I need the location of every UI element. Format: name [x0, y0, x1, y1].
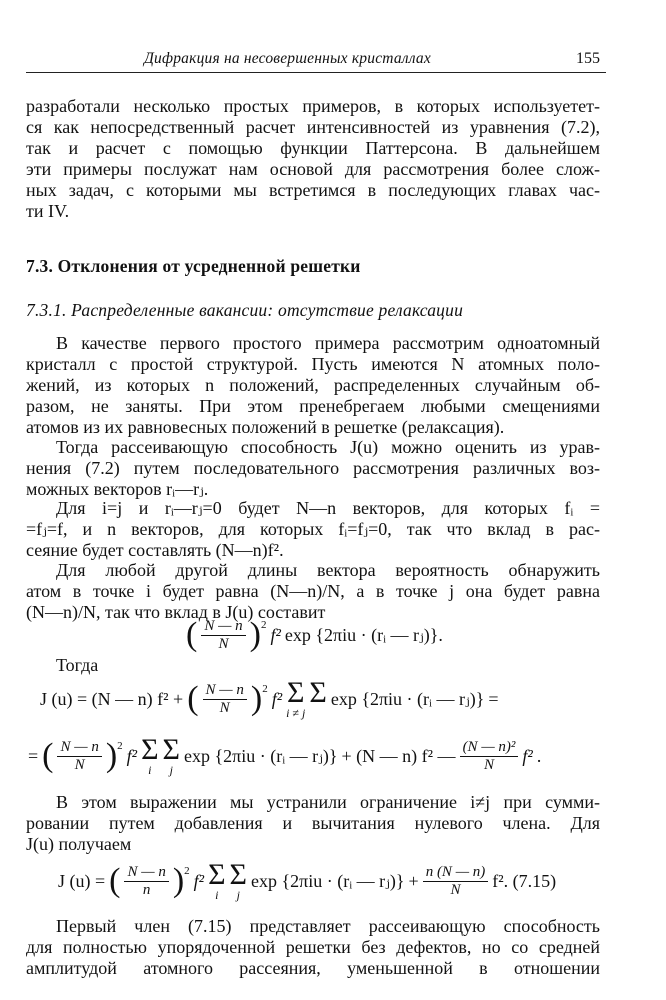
- para3-line-1: Для i=j и rᵢ—rⱼ=0 будет N—n векторов, для которых fᵢ =: [56, 498, 600, 518]
- intro-line-3: так и расчет с помощью функции Паттерсона. В дальнейшем: [26, 138, 600, 158]
- para6-line-1: Первый член (7.15) представляет рассеивающую способность: [56, 916, 600, 936]
- subsection-title: 7.3.1. Распределенные вакансии: отсутствие релаксации: [26, 300, 464, 320]
- para3-line-2: =fⱼ=f, и n векторов, для которых fᵢ=fⱼ=0, так что вклад в рас-: [26, 519, 600, 539]
- para4-line-3: (N—n)/N, так что вклад в J(u) составит: [26, 602, 326, 622]
- para5-line-2: ровании путем добавления и вычитания нулевого члена. Для: [26, 813, 600, 833]
- para5-line-3: J(u) получаем: [26, 834, 132, 854]
- formula-7-15: J (u) = ( $\frac{N — n}{n}$ ) $^2$ f² Σ i Σ j exp {2πiu · (rᵢ — rⱼ)} + $\frac{n (N — n)}{N}$ f². (7.15): [58, 858, 557, 902]
- para1-line-3: жений, из которых n положений, распределенных случайным об-: [26, 375, 600, 395]
- para4-line-1: Для любой другой длины вектора вероятность обнаружить: [56, 560, 600, 580]
- para1-line-5: атомов из их равновесных положений в решетке (релаксация).: [26, 417, 505, 437]
- togda-label: Тогда: [56, 655, 99, 675]
- para2-line-1: Тогда рассеивающую способность J(u) можно оценить из урав-: [56, 437, 600, 457]
- para4-line-2: атом в точке i будет равна (N—n)/N, а в точке j она будет равна: [26, 581, 600, 601]
- para5-line-1: В этом выражении мы устранили ограничение i≠j при сумми-: [56, 792, 600, 812]
- sum-symbol: Σ i ≠ j: [286, 676, 306, 720]
- formula-contribution: ( $\frac{N — n}{N}$ ) $^2$ f² exp {2πiu · (rᵢ — rⱼ)}.: [186, 616, 443, 653]
- para6-line-2: для полностью упорядоченной решетки без дефектов, но со средней: [26, 937, 600, 957]
- para1-line-4: разом, не заняты. При этом пренебрегаем любыми смещениями: [26, 396, 600, 416]
- intro-line-5: ных задач, с которыми мы встретимся в последующих главах час-: [26, 180, 600, 200]
- running-head: [26, 50, 606, 73]
- para2-line-3: можных векторов rᵢ—rⱼ.: [26, 479, 209, 499]
- sum-symbol: Σ: [309, 676, 327, 709]
- fraction: $\frac{N — n}{N}$: [201, 618, 245, 653]
- para2-line-2: нения (7.2) путем последовательного рассмотрения различных воз-: [26, 458, 600, 478]
- intro-line-1: разработали несколько простых примеров, в которых используетет-: [26, 96, 600, 116]
- running-title: Дифракция на несовершенных кристаллах: [144, 50, 431, 67]
- intro-line-6: ти IV.: [26, 201, 70, 221]
- para3-line-3: сеяние будет составлять (N—n)f².: [26, 540, 284, 560]
- formula-J-line2: = ( $\frac{N — n}{N}$ ) $^2$ f² Σ i Σ j exp {2πiu · (rᵢ — rⱼ)} + (N — n) f² — $\frac{\text{(N — n)²}}{N}$ f² .: [28, 733, 542, 777]
- para1-line-2: кристалл с простой структурой. Пусть имеются N атомных поло-: [26, 354, 600, 374]
- para6-line-3: амплитудой атомного рассеяния, уменьшенной в отношении: [26, 958, 600, 978]
- intro-line-4: эти примеры послужат нам основой для рассмотрения более слож-: [26, 159, 600, 179]
- formula-J-line1: J (u) = (N — n) f² + ( $\frac{N — n}{N}$ ) $^2$ f² Σ i ≠ j Σ exp {2πiu · (rᵢ — rⱼ)} =: [40, 676, 499, 720]
- intro-line-2: ся как непосредственный расчет интенсивностей из уравнения (7.2),: [26, 117, 600, 137]
- para1-line-1: В качестве первого простого примера рассмотрим одноатомный: [56, 333, 600, 353]
- page-number: 155: [576, 50, 600, 67]
- section-title: 7.3. Отклонения от усредненной решетки: [26, 256, 361, 276]
